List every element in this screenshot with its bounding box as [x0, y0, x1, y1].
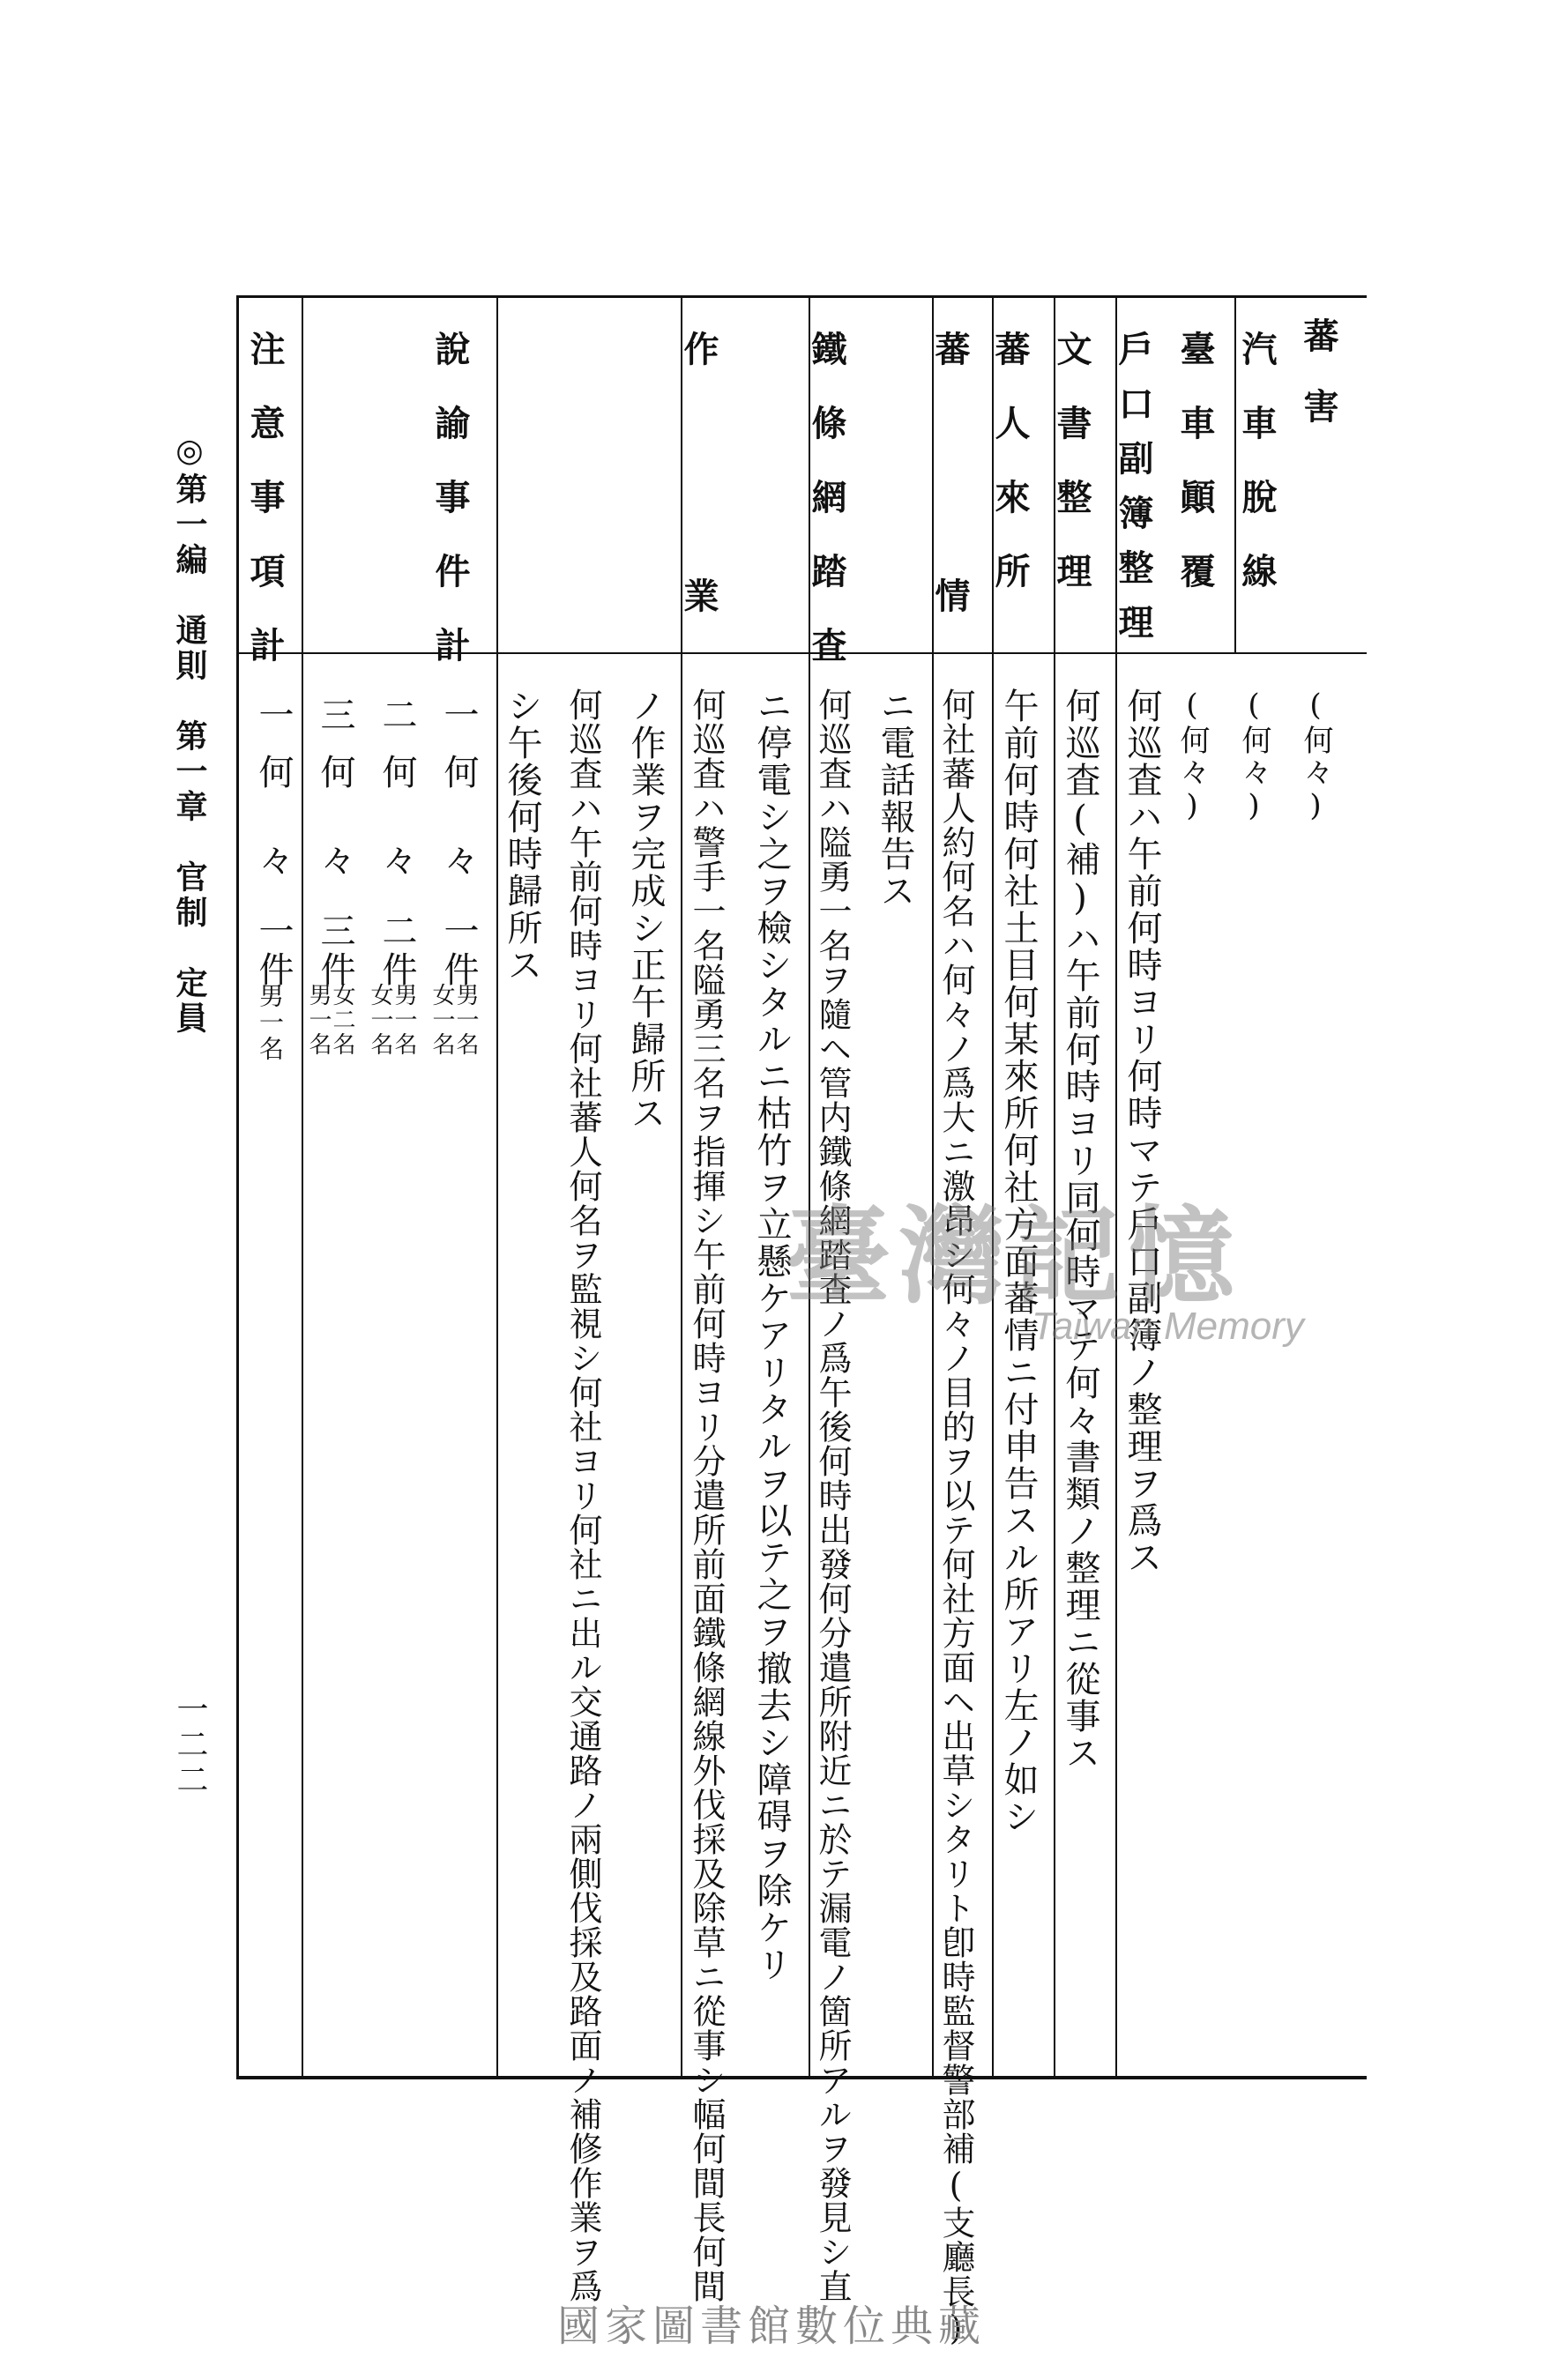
row-body-work-line2: ノ作業ヲ完成シ正午歸所ス [625, 688, 666, 1132]
caution-entry-1-count: 一件 [253, 912, 294, 990]
watermark-logo: 臺灣記憶 [785, 1194, 1243, 1319]
row-head-cart-overturn: 臺車顚覆 [1174, 331, 1216, 627]
summary-head-admonitions: 說諭事件計 [429, 331, 471, 701]
table-top-rule [236, 295, 1367, 298]
admonition-entry-3-count: 三件 [315, 912, 355, 990]
caution-entry-1-male: 男一名 [256, 983, 285, 1062]
caution-entry-1-what: 何 [253, 754, 294, 791]
row-head-fence-patrol: 鐵條網踏査 [806, 331, 847, 701]
header-row-rule [236, 652, 1367, 654]
admonition-entry-1-female: 女一名 [429, 983, 455, 1057]
admonition-entry-3-male: 男一名 [305, 983, 332, 1057]
admonition-entry-1-num: 一 [438, 696, 479, 733]
table-bottom-rule [236, 2076, 1367, 2079]
column-divider [302, 295, 303, 2079]
admonition-entry-1-what: 何 [438, 754, 479, 791]
row-body-visitors: 午前何時何社土目何某來所何社方面蕃情ニ付申告スル所アリ左ノ如シ [998, 688, 1039, 1835]
row-head-visitors: 蕃人來所 [989, 331, 1031, 627]
row-body-documents: 何巡査(補)ハ午前何時ヨリ同何時マテ何々書類ノ整理ニ從事ス [1060, 688, 1100, 1772]
admonition-entry-1-rep: 々 [438, 842, 479, 879]
row-head-train-derail: 汽車脫線 [1236, 331, 1278, 627]
admonition-entry-2-rep: 々 [376, 842, 417, 879]
row-body-situation-line2: ニ電話報告ス [875, 688, 915, 910]
row-body-banhai: (何々) [1298, 688, 1333, 825]
row-body-work-line4: シ午後何時歸所ス [502, 688, 542, 984]
admonition-entry-3-num: 三 [315, 696, 355, 733]
admonition-entry-2-count: 二件 [376, 912, 417, 990]
row-head-situation: 蕃情 [929, 331, 971, 824]
row-body-fence-line1: 何巡査ハ隘勇一名ヲ隨ヘ管内鐵條網踏査ノ爲午後何時出發何分遣所附近ニ於テ漏電ノ箇所アルヲ發見シ直 [813, 688, 852, 2303]
summary-head-cautions: 注意事項計 [244, 331, 286, 701]
admonition-entry-1-male: 男一名 [452, 983, 479, 1057]
admonition-entry-2-what: 何 [376, 754, 417, 791]
page-number: 一二二 [172, 1692, 208, 1798]
row-body-work-line3: 何巡査ハ午前何時ヨリ何社蕃人何名ヲ監視シ何社ヨリ何社ニ出ル交通路ノ兩側伐採及路面ノ補修作業ヲ爲 [563, 688, 602, 2303]
row-body-work-line1: 何巡査ハ警手一名隘勇三名ヲ指揮シ午前何時ヨリ分遣所前面鐵條網線外伐採及除草ニ從事シ幅何間長何間 [687, 688, 726, 2303]
row-head-work: 作業 [678, 331, 719, 824]
row-body-cart-overturn: (何々) [1174, 688, 1210, 825]
row-head-register: 戶口副簿整理 [1113, 331, 1154, 658]
row-body-train-derail: (何々) [1236, 688, 1271, 825]
row-head-documents: 文書整理 [1051, 331, 1092, 627]
chapter-sidebar: ◎第一編 通則 第一章 官制 定員 [171, 432, 208, 1037]
table-left-rule [236, 295, 239, 2079]
admonition-entry-3-female: 女二名 [329, 983, 355, 1057]
caution-entry-1-num: 一 [253, 696, 294, 733]
row-head-banhai: 蕃害 [1298, 317, 1339, 458]
admonition-entry-2-num: 二 [376, 696, 417, 733]
caution-entry-1-rep: 々 [253, 842, 294, 879]
row-body-situation-line1: 何社蕃人約何名ハ何々ノ爲大ニ激昂シ何々ノ目的ヲ以テ何社方面ヘ出草シタリト卽時監督警部補(支廳長) [936, 688, 975, 2348]
admonition-entry-2-female: 女一名 [367, 983, 393, 1057]
row-body-register: 何巡査ハ午前何時ヨリ何時マテ戶口副簿ノ整理ヲ爲ス [1122, 688, 1162, 1576]
admonition-entry-1-count: 一件 [438, 912, 479, 990]
watermark-subtitle: Taiwan Memory [1032, 1305, 1304, 1348]
column-divider [496, 295, 498, 2079]
admonition-entry-2-male: 男一名 [391, 983, 417, 1057]
footer-credit: 國家圖書館數位典藏 [556, 2302, 986, 2351]
row-body-fence-line2: ニ停電シ之ヲ檢シタルニ枯竹ヲ立懸ケアリタルヲ以テ之ヲ撤去シ障碍ヲ除ケリ [751, 688, 792, 1983]
admonition-entry-3-rep: 々 [315, 842, 355, 879]
admonition-entry-3-what: 何 [315, 754, 355, 791]
